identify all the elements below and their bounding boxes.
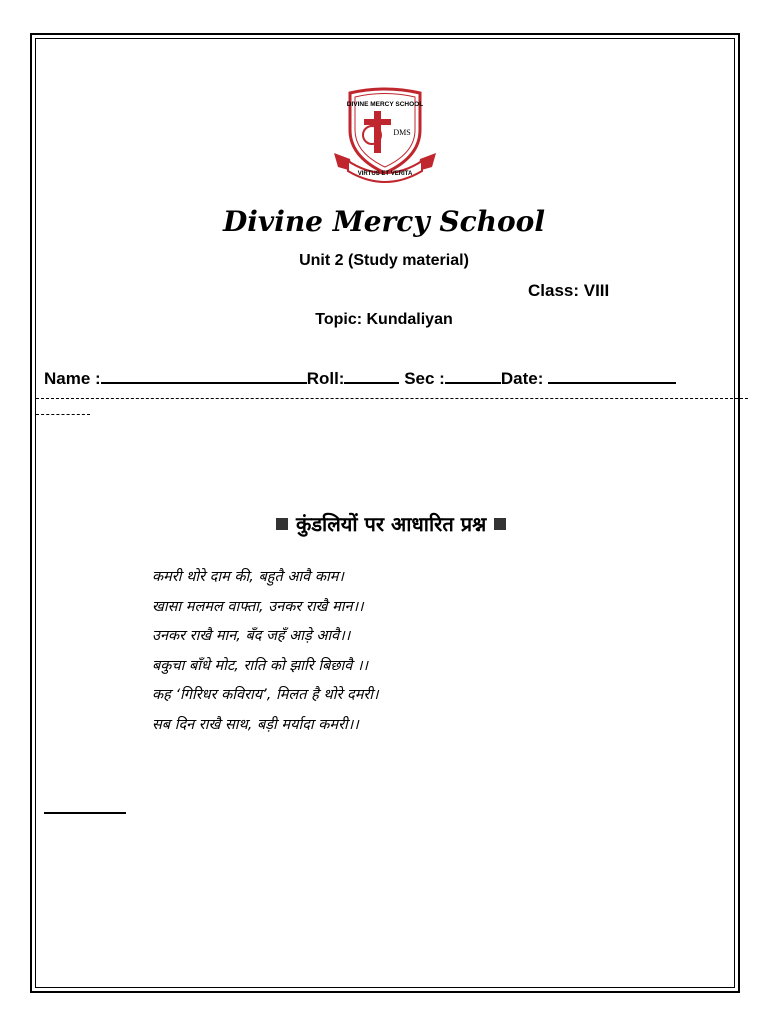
name-label: Name : — [44, 369, 101, 388]
school-crest-icon — [330, 85, 440, 185]
date-label: Date: — [500, 369, 544, 388]
poem-line: उनकर राखै मान, बँद जहँ आड़े आवै।। — [152, 628, 351, 644]
dashed-divider — [36, 398, 748, 399]
poem-line: बकुचा बाँधे मोट, राति को झारि बिछावै ।। — [152, 657, 368, 674]
crest-top-text: DIVINE MERCY SCHOOL — [346, 101, 424, 108]
square-bullet-icon — [494, 518, 506, 530]
sec-blank[interactable] — [445, 366, 501, 384]
roll-blank[interactable] — [344, 366, 399, 384]
dashed-divider-continuation — [36, 414, 90, 415]
crest-motto: VIRTUS ET VERITA — [357, 171, 413, 177]
date-blank[interactable] — [548, 366, 676, 384]
topic-label: Topic: Kundaliyan — [315, 311, 453, 328]
section-heading — [276, 510, 506, 537]
poem-line: कमरी थोरे दाम की, बहुतै आवै काम। — [152, 569, 344, 585]
school-name: Divine Mercy School — [223, 205, 545, 238]
roll-label: Roll: — [306, 369, 345, 388]
poem-line: खासा मलमल वाफ्ता, उनकर राखै मान।। — [152, 598, 364, 615]
poem — [152, 563, 379, 740]
sec-label: Sec : — [404, 369, 445, 388]
square-bullet-icon — [276, 518, 288, 530]
short-rule — [44, 812, 126, 814]
section-heading-text: कुंडलियों पर आधारित प्रश्न — [296, 512, 487, 536]
unit-title: Unit 2 (Study material) — [299, 252, 469, 269]
poem-line: कह ‘गिरिधर कविराय’, मिलत है थोरे दमरी। — [152, 687, 379, 703]
class-label: Class: VIII — [528, 281, 610, 300]
crest-monogram: DMS — [393, 128, 411, 137]
student-info-fields — [44, 366, 676, 389]
name-blank[interactable] — [101, 366, 307, 384]
poem-line: सब दिन राखै साथ, बड़ी मर्यादा कमरी।। — [152, 716, 359, 733]
